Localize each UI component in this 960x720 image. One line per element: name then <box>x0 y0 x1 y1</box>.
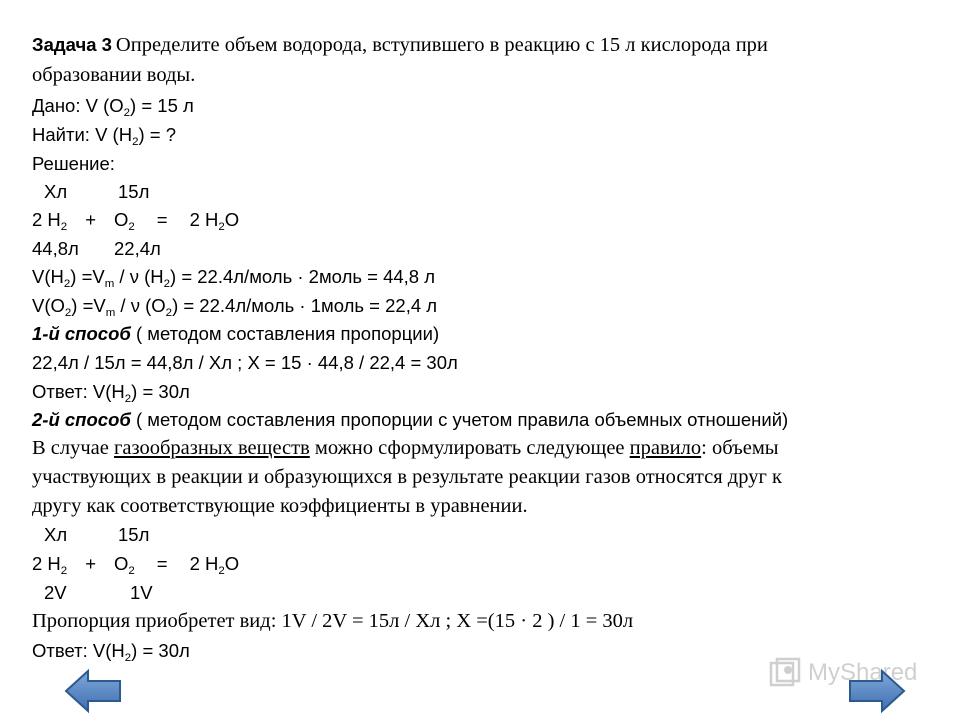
rule-line-3: другу как соответствующие коэффициенты в уравнении. <box>32 495 528 517</box>
method-2: 2-й способ ( методом составления пропорции с учетом правила объемных отношений) <box>32 409 789 430</box>
eq1-top-15: 15л <box>118 181 150 202</box>
answer-1: Ответ: $V(H_2) = 30л$ <box>32 381 190 405</box>
eq1-top-x: Хл <box>44 181 68 202</box>
arrow-left-icon <box>64 668 124 714</box>
task-title <box>32 34 768 57</box>
arrow-right-icon <box>846 668 906 714</box>
rule-line-2: участвующих в реакции и образующихся в результате реакции газов относятся друг к <box>32 466 782 488</box>
eq2-bottom-o2: 1V <box>130 582 153 603</box>
task-label: Задача 3 <box>32 34 112 55</box>
eq1-bottom-o2: 22,4л <box>114 238 161 259</box>
answer-2: Ответ: $V(H_2) = 30л$ <box>32 640 190 664</box>
solution-label: Решение: <box>32 153 115 174</box>
back-button[interactable] <box>64 668 124 714</box>
find-line: Найти: V $(H_2)$ = ? <box>32 124 177 148</box>
eq1-bottom-h2: 44,8л <box>32 238 79 259</box>
proportion-1: 22,4л / 15л = 44,8л / Хл ; Х = 15 · 44,8 / 22,4 = 30л <box>32 352 458 373</box>
given-line: Дано: V $(O_2) = 15$ л <box>32 95 194 119</box>
watermark-text: MyShared <box>808 659 918 686</box>
method-1: 1-й способ ( методом составления пропорции) <box>32 323 440 344</box>
calc-line-1: $V(H_2) =V_m / \nu$ $(H_2)$ = 22.4л/моль · 2моль = 44,8 л <box>32 266 436 290</box>
watermark-icon <box>768 657 802 691</box>
eq2-top-x: Хл <box>44 524 68 545</box>
calc-line-2: $V(O_2) =V_m / \nu$ $(O_2)$ = 22.4л/моль · 1моль = 22,4 л <box>32 295 438 319</box>
proportion-2: Пропорция приобретет вид: 1V / 2V = 15л / Хл ; Х =(15 · 2 ) / 1 = 30л <box>32 610 634 632</box>
equation-2: 2 $H_2 + O_2 = 2$ $H_2O$ <box>32 553 240 577</box>
equation-1: 2 $H_2 + O_2 = 2$ $H_2O$ <box>32 209 240 233</box>
task-text-line-2: образовании воды. <box>32 64 196 86</box>
eq2-top-15: 15л <box>118 524 150 545</box>
rule-line-1: В случае газообразных веществ можно сформулировать следующее правило: объемы <box>32 437 779 459</box>
forward-button[interactable] <box>846 668 906 714</box>
eq2-bottom-h2: 2V <box>44 582 67 603</box>
task-text-line-1: Определите объем водорода, вступившего в реакцию с 15 л кислорода при <box>115 34 768 56</box>
